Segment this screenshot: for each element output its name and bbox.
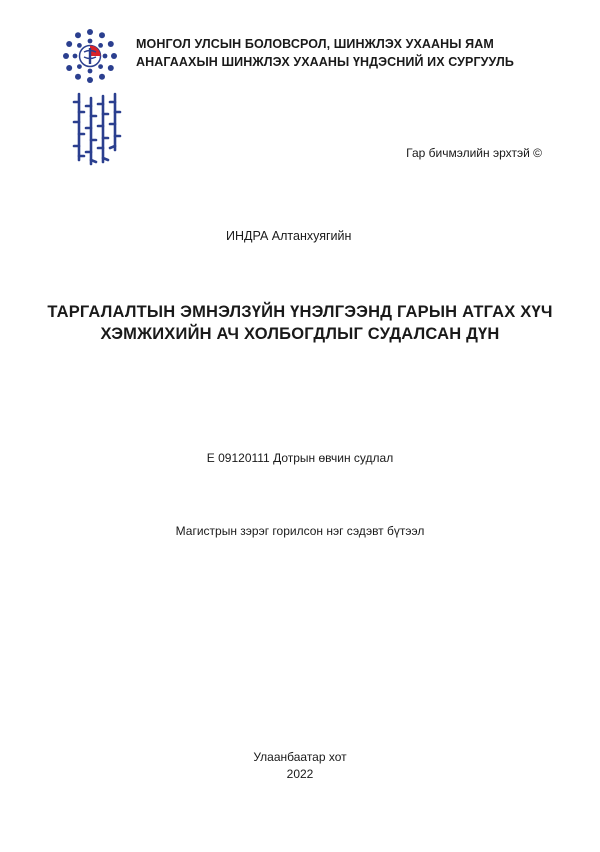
rights-notice: Гар бичмэлийн эрхтэй © xyxy=(406,146,542,160)
mongolian-script-emblem-icon xyxy=(70,90,122,172)
year: 2022 xyxy=(286,767,314,781)
degree-statement: Магистрын зэрэг горилсон нэг сэдэвт бүтээл xyxy=(175,524,425,538)
university-logo-icon xyxy=(62,28,118,84)
institution-university: АНАГААХЫН ШИНЖЛЭХ УХААНЫ ҮНДЭСНИЙ ИХ СУРГУУЛЬ xyxy=(136,55,514,69)
city: Улаанбаатар хот xyxy=(253,750,347,764)
author-name: ИНДРА Алтанхуягийн xyxy=(226,229,352,243)
specialty-code: Е 09120111 Дотрын өвчин судлал xyxy=(206,451,394,465)
thesis-title-line-1: ТАРГАЛАЛТЫН ЭМНЭЛЗҮЙН ҮНЭЛГЭЭНД ГАРЫН АТГАХ ХҮЧ xyxy=(47,303,553,321)
institution-ministry: МОНГОЛ УЛСЫН БОЛОВСРОЛ, ШИНЖЛЭХ УХААНЫ ЯАМ xyxy=(136,37,494,51)
thesis-title-line-2: ХЭМЖИХИЙН АЧ ХОЛБОГДЛЫГ СУДАЛСАН ДҮН xyxy=(100,325,500,343)
